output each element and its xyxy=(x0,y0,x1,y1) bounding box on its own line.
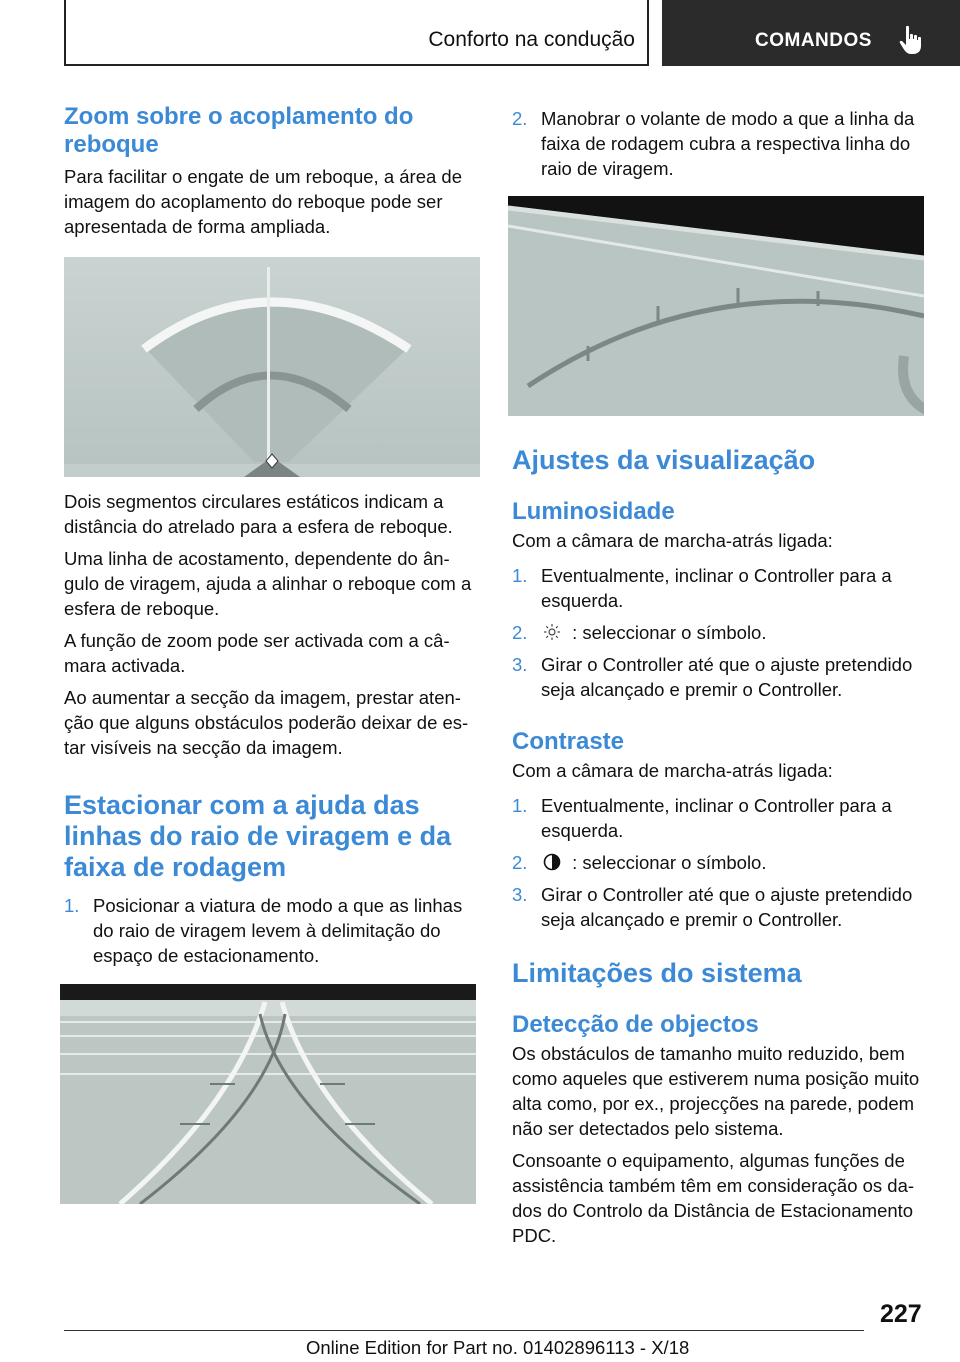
paragraph-contrast-intro: Com a câmara de marcha-atrás ligada: xyxy=(512,760,833,781)
lane-overlay-graphic xyxy=(508,196,924,416)
footer-rule xyxy=(64,1330,864,1331)
heading-contrast: Contraste xyxy=(512,728,625,755)
paragraph-zoom-intro: Para facilitar o engate de um reboque, a área de imagem do acoplamento do reboque pode ser apresentada de forma ampliada. xyxy=(64,166,463,237)
paragraph-zoom-warning: Ao aumentar a secção da imagem, prestar aten-ção que alguns obstáculos poderão deixar de es-tar visíveis na secção da imagem. xyxy=(64,687,469,758)
contrast-step-2-text: : seleccionar o símbolo. xyxy=(572,852,767,873)
right-column-top xyxy=(512,106,928,181)
heading-zoom: Zoom sobre o acoplamento do reboque xyxy=(64,103,414,158)
paragraph-detection-2: Consoante o equipamento, algumas funções de assistência também têm em consideração os da-dos do Controlo da Distância de Estacionamento PDC. xyxy=(512,1150,915,1246)
heading-system-limits: Limitações do sistema xyxy=(512,958,802,988)
image-turning-radius xyxy=(60,984,476,1204)
coupling-zoom-graphic xyxy=(64,257,480,477)
park-step-2 xyxy=(512,106,928,181)
header-rule-left xyxy=(64,0,66,66)
sun-icon xyxy=(543,623,561,641)
park-step-2-text: Manobrar o volante de modo a que a linha da faixa de rodagem cubra a respectiva linha do raio de viragem. xyxy=(541,108,915,179)
image-coupling-zoom xyxy=(64,257,480,477)
brightness-step-3-number: 3. xyxy=(512,654,528,675)
paragraph-detection-1: Os obstáculos de tamanho muito reduzido, bem como aqueles que estiverem numa posição muito alta como, por ex., projecções na parede, podem não ser detectados pelo sistema. xyxy=(512,1043,920,1139)
chapter-tab-label: COMANDOS xyxy=(755,30,872,51)
heading-brightness: Luminosidade xyxy=(512,498,675,525)
park-step-2-number: 2. xyxy=(512,108,528,129)
brightness-step-2-number: 2. xyxy=(512,622,528,643)
park-step-1-number: 1. xyxy=(64,895,80,916)
paragraph-brightness-intro: Com a câmara de marcha-atrás ligada: xyxy=(512,530,833,551)
contrast-icon xyxy=(543,853,561,871)
brightness-step-1 xyxy=(512,563,928,613)
footer-edition: Online Edition for Part no. 01402896113 - X/18 xyxy=(306,1337,690,1358)
paragraph-zoom-segments: Dois segmentos circulares estáticos indicam a distância do atrelado para a esfera de reboque. xyxy=(64,491,453,537)
paragraph-zoom-activate: A função de zoom pode ser activada com a câ-mara activada. xyxy=(64,630,450,676)
chapter-tab[interactable] xyxy=(662,0,960,66)
section-title: Conforto na condução xyxy=(428,28,635,51)
hand-pointer-icon xyxy=(898,24,926,56)
header-rule-bottom xyxy=(64,64,649,66)
brightness-step-3-text: Girar o Controller até que o ajuste pretendido seja alcançado e premir o Controller. xyxy=(541,654,913,700)
brightness-step-2-text: : seleccionar o símbolo. xyxy=(572,622,767,643)
brightness-step-1-number: 1. xyxy=(512,565,528,586)
contrast-step-2 xyxy=(512,850,928,875)
contrast-step-1 xyxy=(512,793,928,843)
paragraph-zoom-line: Uma linha de acostamento, dependente do ân-gulo de viragem, ajuda a alinhar o reboque com a esfera de reboque. xyxy=(64,548,472,619)
contrast-step-3-number: 3. xyxy=(512,884,528,905)
contrast-step-3-text: Girar o Controller até que o ajuste pretendido seja alcançado e premir o Controller. xyxy=(541,884,913,930)
contrast-step-1-text: Eventualmente, inclinar o Controller para a esquerda. xyxy=(541,795,892,841)
right-column-lower xyxy=(512,445,928,1248)
page-number: 227 xyxy=(880,1300,922,1328)
turning-radius-graphic xyxy=(60,984,476,1204)
park-step-1-text: Posicionar a viatura de modo a que as linhas do raio de viragem levem à delimitação do espaço de estacionamento. xyxy=(93,895,463,966)
header-rule-divider xyxy=(647,0,649,66)
contrast-step-2-number: 2. xyxy=(512,852,528,873)
brightness-step-3 xyxy=(512,652,928,702)
heading-display-settings: Ajustes da visualização xyxy=(512,445,816,475)
contrast-step-1-number: 1. xyxy=(512,795,528,816)
park-step-1 xyxy=(64,893,480,968)
page-header xyxy=(0,0,960,66)
brightness-step-1-text: Eventualmente, inclinar o Controller para a esquerda. xyxy=(541,565,892,611)
left-column-lower xyxy=(64,489,480,968)
image-lane-overlay xyxy=(508,196,924,416)
heading-object-detection: Detecção de objectos xyxy=(512,1011,759,1038)
brightness-step-2 xyxy=(512,620,928,645)
left-column xyxy=(64,100,480,239)
heading-parking-lines: Estacionar com a ajuda das linhas do raio de viragem e da faixa de rodagem xyxy=(64,790,452,882)
contrast-step-3 xyxy=(512,882,928,932)
